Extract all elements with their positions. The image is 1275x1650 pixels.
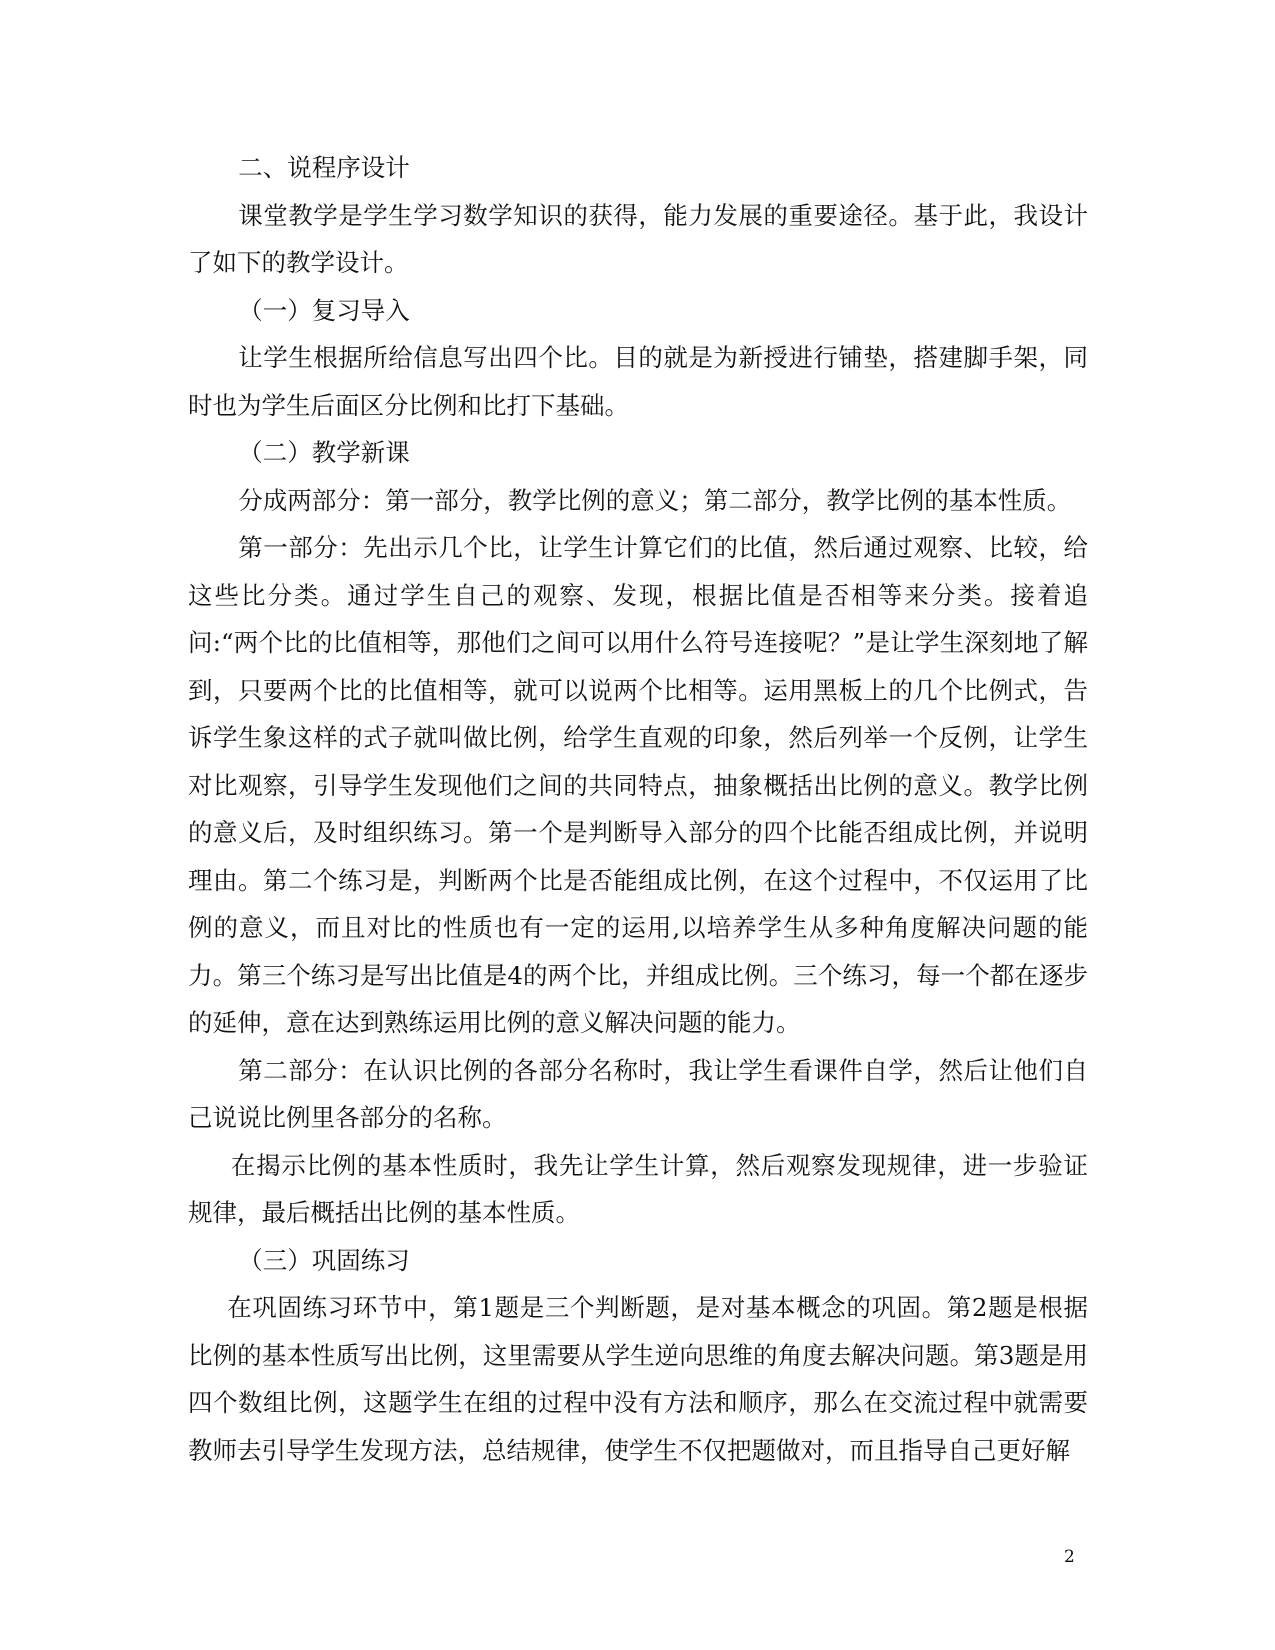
paragraph-part-two: 第二部分：在认识比例的各部分名称时，我让学生看课件自学，然后让他们自己说说比例里各部分的名称。 xyxy=(188,1055,1088,1132)
subsection-heading-new-lesson: （二）教学新课 xyxy=(238,438,410,467)
paragraph-basic-property: 在揭示比例的基本性质时，我先让学生计算，然后观察发现规律，进一步验证规律，最后概括出比例的基本性质。 xyxy=(188,1150,1088,1227)
paragraph-review: 让学生根据所给信息写出四个比。目的就是为新授进行铺垫，搭建脚手架，同时也为学生后面区分比例和比打下基础。 xyxy=(188,343,1088,420)
paragraph-intro: 课堂教学是学生学习数学知识的获得，能力发展的重要途径。基于此，我设计了如下的教学设计。 xyxy=(188,200,1088,277)
paragraph-practice: 在巩固练习环节中，第1题是三个判断题，是对基本概念的巩固。第2题是根据比例的基本性质写出比例，这里需要从学生逆向思维的角度去解决问题。第3题是用四个数组比例，这题学生在组的过程中没有方法和顺序，那么在交流过程中就需要教师去引导学生发现方法，总结规律，使学生不仅把题做对，而且指导自己更好解 xyxy=(188,1293,1088,1465)
subsection-heading-practice: （三）巩固练习 xyxy=(238,1245,410,1275)
paragraph-two-parts: 分成两部分：第一部分，教学比例的意义；第二部分，教学比例的基本性质。 xyxy=(238,485,1072,515)
page-number: 2 xyxy=(1064,1547,1075,1567)
section-heading-program-design: 二、说程序设计 xyxy=(238,153,410,182)
subsection-heading-review: （一）复习导入 xyxy=(238,295,410,325)
document-body xyxy=(188,144,1088,1474)
paragraph-part-one: 第一部分：先出示几个比，让学生计算它们的比值，然后通过观察、比较，给这些比分类。通过学生自己的观察、发现，根据比值是否相等来分类。接着追问:“两个比的比值相等，那他们之间可以用什么符号连接呢？”是让学生深刻地了解到，只要两个比的比值相等，就可以说两个比相等。运用黑板上的几个比例式，告诉学生象这样的式子就叫做比例，给学生直观的印象，然后列举一个反例，让学生对比观察，引导学生发现他们之间的共同特点，抽象概括出比例的意义。教学比例的意义后，及时组织练习。第一个是判断导入部分的四个比能否组成比例，并说明理由。第二个练习是，判断两个比是否能组成比例，在这个过程中，不仅运用了比例的意义，而且对比的性质也有一定的运用,以培养学生从多种角度解决问题的能力。第三个练习是写出比值是4的两个比，并组成比例。三个练习，每一个都在逐步的延伸，意在达到熟练运用比例的意义解决问题的能力。 xyxy=(188,533,1088,1037)
